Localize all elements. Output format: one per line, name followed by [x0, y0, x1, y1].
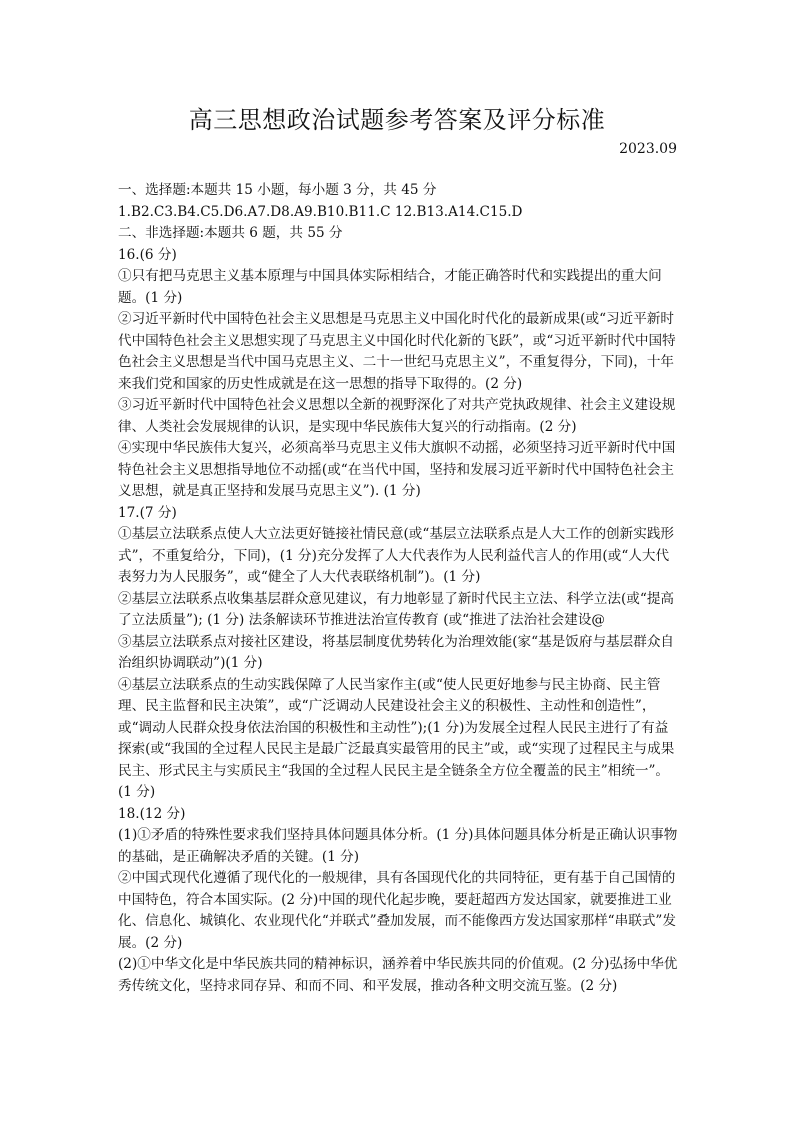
page-title: 高三思想政治试题参考答案及评分标准: [188, 106, 606, 134]
q17-item-3: ③基层立法联系点对接社区建设，将基层制度优势转化为治理效能(家“基是饭府与基层群众自治组织协调联动”)(1 分): [118, 633, 674, 671]
q17-item-2: ②基层立法联系点收集基层群众意见建议，有力地彰显了新时代民主立法、科学立法(或“提高了立法质量”); (1 分) 法条解读环节推进法治宣传教育 (或“推进了法治社会建设@: [118, 590, 674, 628]
q18-item-1: (1)①矛盾的特殊性要求我们坚持具体问题具体分析。(1 分)具体问题具体分析是正确认识事物的基础，是正确解决矛盾的关键。(1 分): [118, 827, 678, 865]
document-date: 2023.09: [619, 141, 677, 157]
q18-item-2: ②中国式现代化遵循了现代化的一般规律，具有各国现代化的共同特征，更有基于自己国情的中国特色，符合本国实际。(2 分)中国的现代化起步晚，要赶超西方发达国家，就要推进工业化、信息化、城镇化、农业现代化“并联式”叠加发展，而不能像西方发达国家那样“串联式”发展。(2 分): [118, 870, 676, 951]
q16-item-1: ①只有把马克思主义基本原理与中国具体实际相结合，才能正确答时代和实践提出的重大问题。(1 分): [118, 268, 662, 306]
q16-item-2: ②习近平新时代中国特色社会主义思想是马克思主义中国化时代化的最新成果(或“习近平新时代中国特色社会主义思想实现了马克思主义中国化时代化新的飞跃”，或“习近平新时代中国特色社会主义思想是当代中国马克思主义、二十一世纪马克思主义”，不重复得分，下同)，十年来我们党和国家的历史性成就是在这一思想的指导下取得的。(2 分): [118, 311, 676, 392]
q16-item-4: ④实现中华民族伟大复兴，必须高举马克思主义伟大旗帜不动摇，必须坚持习近平新时代中国特色社会主义思想指导地位不动摇(或“在当代中国，坚持和发展习近平新时代中国特色社会主义思想，就是真正坚持和发展马克思主义”). (1 分): [118, 440, 676, 499]
q17-item-1: ①基层立法联系点使人大立法更好链接社情民意(或“基层立法联系点是人大工作的创新实践形式”，不重复给分，下同)，(1 分)充分发挥了人大代表作为人民利益代言人的作用(或“人大代表努力为人民服务”，或“健全了人大代表联络机制”)。(1 分): [118, 526, 674, 585]
q17-heading: 17.(7 分): [118, 504, 177, 521]
q16-heading: 16.(6 分): [118, 246, 177, 263]
part2-header: 二、非选择题:本题共 6 题，共 55 分: [118, 225, 343, 241]
q17-item-4: ④基层立法联系点的生动实践保障了人民当家作主(或“使人民更好地参与民主协商、民主管理、民主监督和民主决策”，或“广泛调动人民建设社会主义的积极性、主动性和创造性”，或“调动人民群众投身依法治国的积极性和主动性”);(1 分)为发展全过程人民民主进行了有益探索(或“我国的全过程人民民主是最广泛最真实最管用的民主”或，或“实现了过程民主与成果民主、形式民主与实质民主“我国的全过程人民民主是全链条全方位全覆盖的民主”相统一”。(1 分): [118, 676, 675, 800]
q18-item-3: (2)①中华文化是中华民族共同的精神标识，涵养着中华民族共同的价值观。(2 分)弘扬中华优秀传统文化，坚持求同存异、和而不同、和平发展，推动各种文明交流互鉴。(2 分): [118, 956, 678, 994]
part1-answers: 1.B2.C3.B4.C5.D6.A7.D8.A9.B10.B11.C 12.B13.A14.C15.D: [118, 203, 523, 220]
answer-body: [118, 180, 678, 997]
part1-header: 一、选择题:本题共 15 小题，每小题 3 分，共 45 分: [118, 182, 437, 198]
q16-item-3: ③习近平新时代中国特色社会义思想以全新的视野深化了对共产党执政规律、社会主义建设规律、人类社会发展规律的认识，是实现中华民族伟大复兴的行动指南。(2 分): [118, 397, 676, 435]
q18-heading: 18.(12 分): [118, 805, 186, 822]
